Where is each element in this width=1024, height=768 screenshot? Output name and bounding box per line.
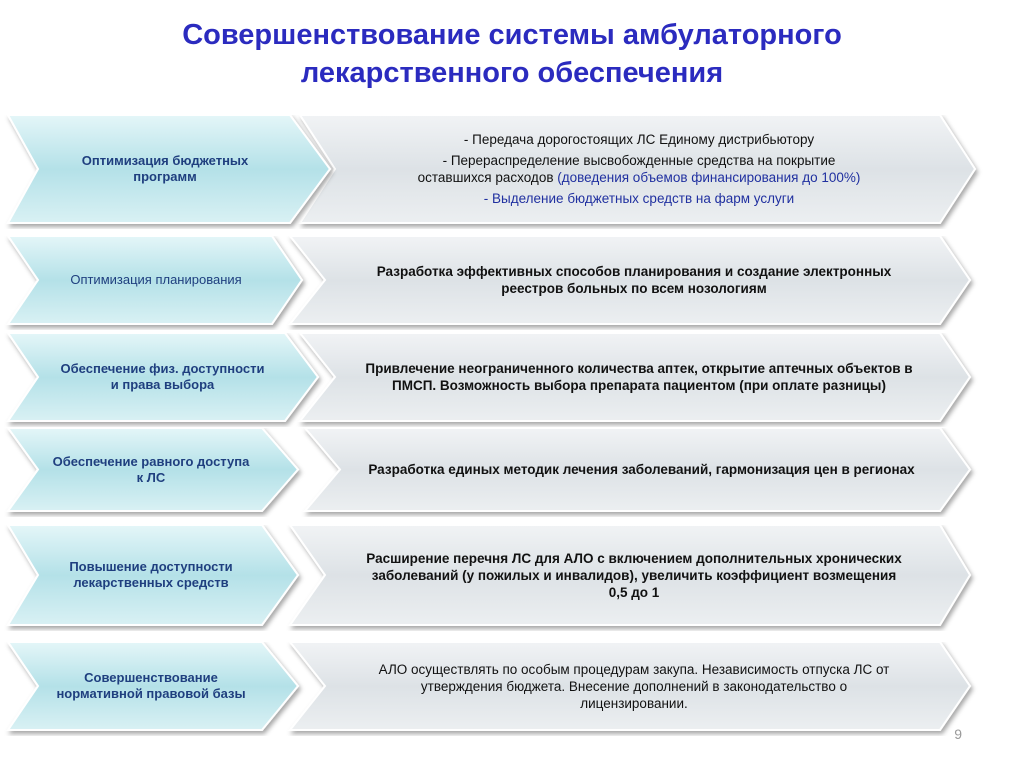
content-text (343, 428, 940, 511)
content-fragment: заболеваний (у пожилых и инвалидов), увеличить коэффициент возмещения (371, 567, 897, 583)
diagram-row (0, 236, 1024, 324)
category-label (40, 642, 262, 730)
content-line (377, 263, 892, 280)
content-fragment: (доведения объемов финансирования до 100%) (557, 170, 861, 185)
content-line (372, 567, 896, 584)
content-fragment: АЛО осуществлять по особым процедурам закупа. Независимость отпуска ЛС от (378, 661, 890, 677)
category-label-line: Оптимизация планирования (70, 272, 242, 287)
diagram-row (0, 525, 1024, 625)
category-label (40, 333, 285, 421)
content-fragment: лицензировании. (580, 695, 688, 711)
category-label-line: Оптимизация бюджетных (81, 153, 249, 168)
content-line (392, 377, 886, 394)
page-number: 9 (954, 726, 962, 742)
content-line (580, 695, 688, 712)
content-fragment: Привлечение неограниченного количества аптек, открытие аптечных объектов в (365, 361, 913, 376)
content-line (418, 169, 861, 186)
title-line-1: Совершенствование системы амбулаторного (182, 19, 842, 51)
content-fragment: 0,5 до 1 (608, 584, 660, 600)
category-label (40, 115, 290, 223)
title-line-2: лекарственного обеспечения (300, 57, 724, 89)
content-text (328, 525, 940, 625)
category-label-line: Повышение доступности (69, 559, 233, 574)
content-line (379, 661, 890, 678)
content-text (338, 115, 940, 223)
content-text (328, 236, 940, 324)
content-fragment: утверждения бюджета. Внесение дополнений в законодательство о (420, 678, 848, 694)
category-label-line: и права выбора (110, 377, 215, 392)
content-fragment: реестров больных по всем нозологиям (501, 281, 767, 296)
content-fragment: Расширение перечня ЛС для АЛО с включением дополнительных хронических (366, 550, 902, 566)
category-label (40, 428, 262, 511)
diagram-row (0, 428, 1024, 511)
content-text (328, 642, 940, 730)
content-line (501, 280, 766, 297)
category-label-line: программ (133, 169, 197, 184)
diagram-row (0, 333, 1024, 421)
content-fragment: ПМСП. Возможность выбора препарата пациентом (при оплате разницы) (392, 378, 886, 393)
content-line (484, 190, 794, 207)
diagram-row (0, 115, 1024, 223)
content-line (443, 152, 836, 169)
slide-title (0, 16, 1024, 92)
content-line (368, 461, 914, 478)
diagram-row (0, 642, 1024, 730)
content-fragment: Разработка эффективных способов планирования и создание электронных (376, 264, 892, 279)
category-label-line: Совершенствование (84, 670, 218, 685)
category-label (40, 525, 262, 625)
content-line (366, 550, 901, 567)
content-fragment: - Передача дорогостоящих ЛС Единому дистрибьютору (463, 132, 815, 147)
content-fragment: - Перераспределение высвобожденные средства на покрытие (442, 153, 836, 168)
category-label-line: Обеспечение равного доступа (52, 453, 250, 469)
content-text (338, 333, 940, 421)
category-label-line: нормативной правовой базы (56, 686, 246, 701)
category-label-line: лекарственных средств (73, 575, 229, 590)
content-fragment: - Выделение бюджетных средств на фарм услуги (483, 191, 795, 206)
content-fragment: оставшихся расходов (417, 170, 558, 185)
category-label-line: Обеспечение физ. доступности (60, 361, 265, 376)
content-line (365, 360, 912, 377)
category-label-line: к ЛС (136, 469, 166, 485)
content-line (421, 678, 847, 695)
content-fragment: Разработка единых методик лечения заболеваний, гармонизация цен в регионах (368, 462, 915, 477)
content-line (464, 131, 814, 148)
category-label (40, 236, 272, 324)
content-line (609, 584, 660, 601)
